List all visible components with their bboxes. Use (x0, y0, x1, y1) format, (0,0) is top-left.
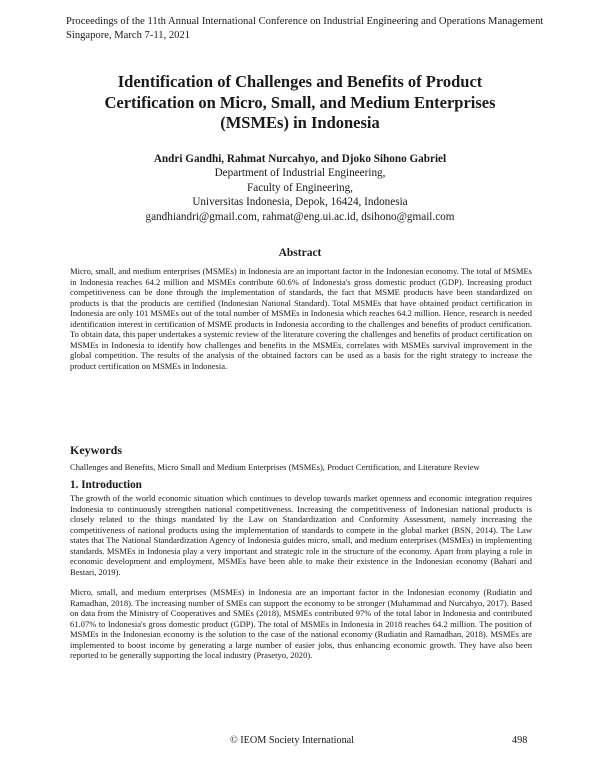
introduction-heading: 1. Introduction (70, 479, 142, 491)
author-university: Universitas Indonesia, Depok, 16424, Indonesia (192, 196, 408, 209)
title-line-2: Certification on Micro, Small, and Medium Enterprises (104, 92, 496, 112)
footer-copyright: © IEOM Society International (230, 735, 355, 746)
paper-title (40, 72, 560, 134)
page-number: 498 (512, 735, 528, 746)
header-line-1: Proceedings of the 11th Annual International Conference on Industrial Engineering and Operations Management (66, 16, 544, 27)
keywords-text: Challenges and Benefits, Micro Small and Medium Enterprises (MSMEs), Product Certification, and Literature Review (70, 462, 480, 472)
author-faculty: Faculty of Engineering, (247, 181, 353, 194)
introduction-paragraph-1: The growth of the world economic situation which continues to develop towards market openness and economic integration requires Indonesia to continuously strengthen national competitiveness. Increasing the competitiveness of Indonesian national products is closely related to the things mandated by the Law on Standardization and Conformity Assessment, namely increasing the competitiveness of national products using the implementation of standards to compete in the global market (BSN, 2014). The Law states that The National Standardization Agency of Indonesia guides micro, small, and medium enterprises (MSMEs) in implementing standards. MSMEs in Indonesia play a very important and strategic role in the structure of the economy. Apart from playing a role in economic development and employment, MSMEs have been able to make their existence in the Indonesian economy (Bahari and Bestari, 2019). (70, 493, 532, 577)
abstract-text: Micro, small, and medium enterprises (MSMEs) in Indonesia are an important factor in the Indonesian economy. The total of MSMEs in Indonesia reaches 64.2 million and MSMEs contribute 60.6% of Indonesia's gross domestic product (GDP). Increasing product competitiveness can be done through the implementation of standards, the fact that MSME products have been standardized on products is that the products are certified (Indonesian National Standard). Total MSMEs that have obtained product certification in Indonesia are only 101 MSMEs out of the total number of MSMEs in Indonesia which reaches 64.2 million. Hence, research is needed identification interest in certification of MSME products in Indonesia according to the challenges and benefits of product certification. To obtain data, this paper undertakes a systemic review of the literature covering the challenges and benefits of product certification on MSMEs in Indonesia to identify how challenges and benefits in the MSMEs, correlates with MSMEs survival improvement in the global competition. The results of the analysis of the obtained factors can be used as a basis for the right strategy to increase the product certification on MSMEs in Indonesia. (70, 266, 532, 371)
title-line-3: (MSMEs) in Indonesia (220, 113, 380, 132)
author-names: Andri Gandhi, Rahmat Nurcahyo, and Djoko Sihono Gabriel (153, 153, 447, 165)
author-department: Department of Industrial Engineering, (214, 167, 386, 180)
keywords-heading: Keywords (70, 443, 122, 457)
abstract-heading: Abstract (278, 247, 322, 259)
title-line-1: Identification of Challenges and Benefits of Product (117, 72, 483, 91)
running-header (66, 15, 566, 42)
header-line-2: Singapore, March 7-11, 2021 (66, 29, 191, 41)
author-block (40, 152, 560, 224)
introduction-paragraph-2: Micro, small, and medium enterprises (MSMEs) in Indonesia are an important factor in the Indonesian economy (Rudiatin and Ramadhan, 2018). The increasing number of SMEs can support the economy to be stronger (Muhammad and Nurcahyo, 2017). Based on data from the Ministry of Cooperatives and SMEs (2018), MSMEs contributed 97% of the total labor in Indonesia and contributed 61.07% to Indonesia's gross domestic product (GDP). The total of MSMEs in Indonesia in 2018 reaches 64.2 million. The position of MSMEs in the Indonesian economy is the solution to the case of the national economy (Rudiatin and Ramadhan, 2018). MSMEs are implemented to boost income by generating a large number of easier jobs, thus enhancing economic growth. They have also been reported to be generally supporting the local industry (Prasetyo, 2020). (70, 587, 532, 661)
author-emails: gandhiandri@gmail.com, rahmat@eng.ui.ac.id, dsihono@gmail.com (145, 210, 455, 223)
